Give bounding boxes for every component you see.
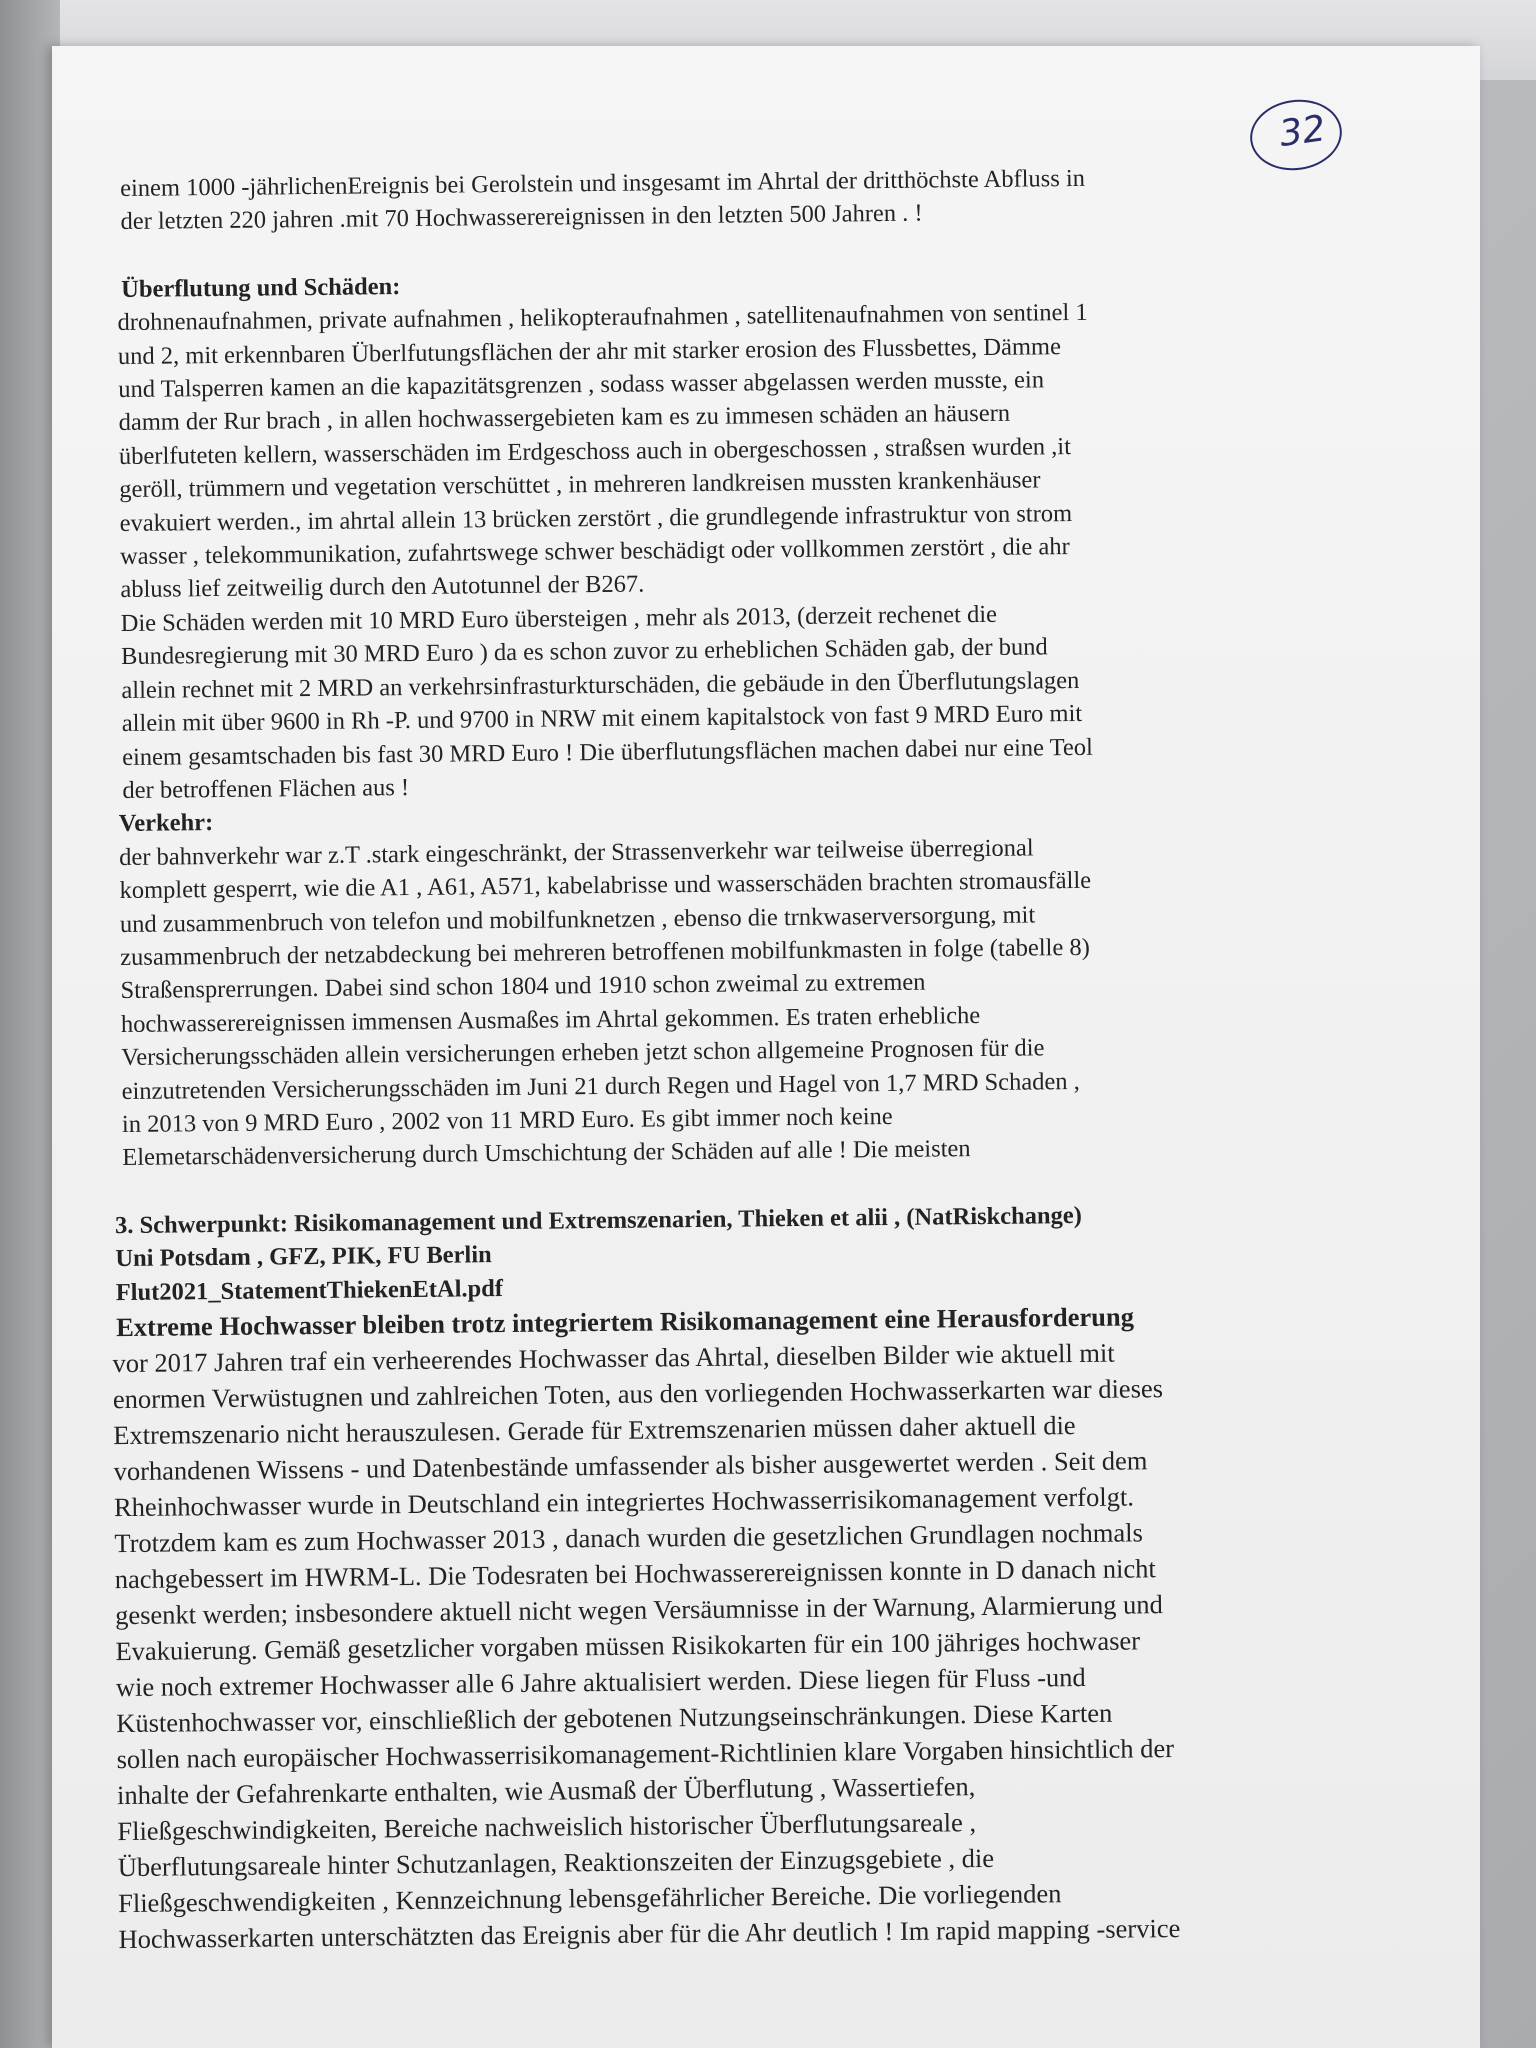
text-line: Fließgeschwendigkeiten , Kennzeichnung lebensgefährlicher Bereiche. Die vorliegenden	[117, 1878, 1062, 1919]
heading-traffic: Verkehr:	[118, 809, 214, 838]
text-line: Trotzdem kam es zum Hochwasser 2013 , danach wurden die gesetzlichen Grundlagen nochmals	[114, 1517, 1144, 1559]
text-line: Küstenhochwasser vor, einschließlich der gebotenen Nutzungseinschränkungen. Diese Karten	[116, 1697, 1113, 1739]
text-line: komplett gesperrt, wie die A1 , A61, A571, kabelabrisse und wasserschäden brachten stromausfälle	[119, 866, 1092, 905]
text-line: damm der Rur brach , in allen hochwassergebieten kam es zu immesen schäden an häusern	[118, 400, 1011, 437]
text-line: drohnenaufnahmen, private aufnahmen , helikopteraufnahmen , satellitenaufnahmen von sentinel 1	[117, 299, 1088, 337]
text-line: inhalte der Gefahrenkarte enthalten, wie Ausmaß der Überflutung , Wassertiefen,	[116, 1771, 976, 1811]
text-line: Bundesregierung mit 30 MRD Euro ) da es schon zuvor zu erheblichen Schäden gab, der bund	[120, 633, 1048, 671]
text-line: Die Schäden werden mit 10 MRD Euro übersteigen , mehr als 2013, (derzeit rechenet die	[120, 600, 998, 637]
text-line: Evakuierung. Gemäß gesetzlicher vorgaben müssen Risikokarten für ein 100 jähriges hochwaser	[115, 1625, 1141, 1667]
text-line: allein mit über 9600 in Rh -P. und 9700 in NRW mit einem kapitalstock von fast 9 MRD Euro mit	[121, 700, 1083, 738]
paragraph-risk-management	[112, 1331, 1428, 1957]
text-line: vor 2017 Jahren traf ein verheerendes Hochwasser das Ahrtal, dieselben Bilder wie aktuell mit	[112, 1337, 1115, 1379]
text-line: geröll, trümmern und vegetation verschüttet , in mehreren landkreisen mussten krankenhäuser	[119, 466, 1041, 504]
section-heading-line: Flut2021_StatementThiekenEtAl.pdf	[115, 1274, 504, 1306]
document-body	[112, 158, 1429, 1956]
text-line: und 2, mit erkennbaren Überlfutungsflächen der ahr mit starker erosion des Flussbettes, Dämme	[117, 332, 1062, 370]
text-line: überlfuteten kellern, wasserschäden im Erdgeschoss auch in obergeschossen , straßsen wurden ,it	[118, 432, 1072, 470]
text-line: und Talsperren kamen an die kapazitätsgrenzen , sodass wasser abgelassen werden musste, ein	[118, 366, 1045, 404]
text-line: der letzten 220 jahren .mit 70 Hochwasserereignissen in den letzten 500 Jahren . !	[120, 200, 923, 236]
text-line: in 2013 von 9 MRD Euro , 2002 von 11 MRD Euro. Es gibt immer noch keine	[121, 1102, 893, 1138]
text-line: evakuiert werden., im ahrtal allein 13 brücken zerstört , die grundlegende infrastruktur von strom	[119, 499, 1073, 537]
text-line: Fließgeschwindigkeiten, Bereiche nachweislich historischer Überflutungsareale ,	[117, 1807, 977, 1847]
text-line: abluss lief zeitweilig durch den Autotunnel der B267.	[120, 571, 645, 604]
section-3-heading	[115, 1195, 1422, 1345]
text-line: Extremszenario nicht herauszulesen. Gerade für Extremszenarien müssen daher aktuell die	[113, 1410, 1076, 1451]
text-line: Elemetarschädenversicherung durch Umschichtung der Schäden auf alle ! Die meisten	[122, 1135, 971, 1172]
text-line: einem 1000 -jährlichenEreignis bei Gerolstein und insgesamt im Ahrtal der dritthöchste Abfluss in	[120, 164, 1086, 202]
section-heading-line: Uni Potsdam , GFZ, PIK, FU Berlin	[115, 1241, 492, 1273]
text-line: allein rechnet mit 2 MRD an verkehrsinfrasturkturschäden, die gebäude in den Überflutungslagen	[121, 666, 1080, 704]
text-line: einzutretenden Versicherungsschäden im Juni 21 durch Regen und Hagel von 1,7 MRD Schaden ,	[121, 1067, 1080, 1105]
text-line: Hochwasserkarten unterschätzten das Ereignis aber für die Ahr deutlich ! Im rapid mapping -service	[118, 1912, 1181, 1955]
heading-flooding: Überflutung und Schäden:	[121, 272, 401, 303]
text-line: wasser , telekommunikation, zufahrtswege schwer beschädigt oder vollkommen zerstört , die ahr	[119, 533, 1070, 571]
text-line: wie noch extremer Hochwasser alle 6 Jahre aktualisiert werden. Diese liegen für Fluss -und	[115, 1661, 1086, 1703]
text-line: vorhandenen Wissens - und Datenbestände umfassender als bisher ausgewertet werden . Seit dem	[113, 1445, 1148, 1487]
text-line: Straßensprerrungen. Dabei sind schon 1804 und 1910 schon zweimal zu extremen	[120, 968, 926, 1005]
text-line: gesenkt werden; insbesondere aktuell nicht wegen Versäumnisse in der Warnung, Alarmierung und	[114, 1589, 1164, 1631]
text-line: Überflutungsareale hinter Schutzanlagen, Reaktionszeiten der Einzugsgebiete , die	[117, 1842, 995, 1883]
page-edge-shadow	[0, 0, 60, 2048]
text-line: enormen Verwüstugnen und zahlreichen Toten, aus den vorliegenden Hochwasserkarten war dieses	[112, 1373, 1164, 1415]
text-line: einem gesamtschaden bis fast 30 MRD Euro ! Die überflutungsflächen machen dabei nur eine Teol	[121, 733, 1093, 771]
section-heading-line: 3. Schwerpunkt: Risikomanagement und Extremszenarien, Thieken et alii , (NatRiskchange)	[114, 1201, 1083, 1239]
text-line: hochwasserereignissen immensen Ausmaßes im Ahrtal gekommen. Es traten erhebliche	[120, 1001, 981, 1038]
paragraph-traffic	[119, 827, 1420, 1175]
text-line: Versicherungsschäden allein versicherungen erheben jetzt schon allgemeine Prognosen für die	[121, 1034, 1045, 1072]
text-line: zusammenbruch der netzabdeckung bei mehreren betroffenen mobilfunkmasten in folge (tabelle 8)	[120, 933, 1090, 971]
text-line: sollen nach europäischer Hochwasserrisikomanagement-Richtlinien klare Vorgaben hinsichtlich der	[116, 1733, 1175, 1775]
paragraph-flooding	[117, 293, 1416, 808]
page-number: 32	[1276, 108, 1329, 156]
text-line: nachgebessert im HWRM-L. Die Todesraten bei Hochwasserereignissen konnte in D danach nicht	[114, 1553, 1156, 1595]
text-line: Rheinhochwasser wurde in Deutschland ein integriertes Hochwasserrisikomanagement verfolgt.	[113, 1481, 1135, 1523]
text-line: und zusammenbruch von telefon und mobilfunknetzen , ebenso die trnkwaserversorgung, mit	[119, 900, 1036, 938]
section-subheading: Extreme Hochwasser bleiben trotz integriertem Risikomanagement eine Herausforderung	[115, 1301, 1135, 1343]
text-line: der betroffenen Flächen aus !	[122, 773, 410, 804]
text-line: der bahnverkehr war z.T .stark eingeschränkt, der Strassenverkehr war teilweise überregional	[119, 834, 1034, 871]
